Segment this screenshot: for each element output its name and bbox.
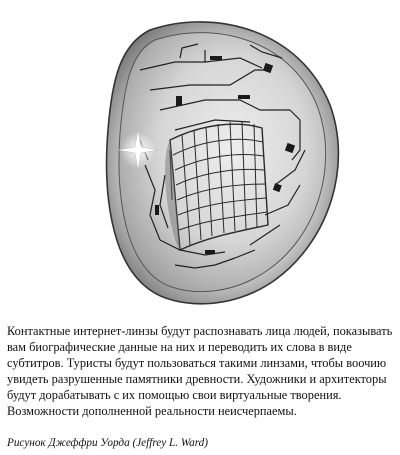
- figure-credit: Рисунок Джеффри Уорда (Jeffrey L. Ward): [7, 437, 208, 449]
- figure-caption: Контактные интернет-линзы будут распознавать лица людей, показывать вам биографические данные на них и переводить их слова в виде субтитров. Туристы будут пользоваться такими линзами, чтобы воочию увидеть разрушенные памятники древности. Художники и архитекторы будут дорабатывать с их помощью свои виртуальные творения. Возможности дополненной реальности неисчерпаемы.: [7, 324, 393, 418]
